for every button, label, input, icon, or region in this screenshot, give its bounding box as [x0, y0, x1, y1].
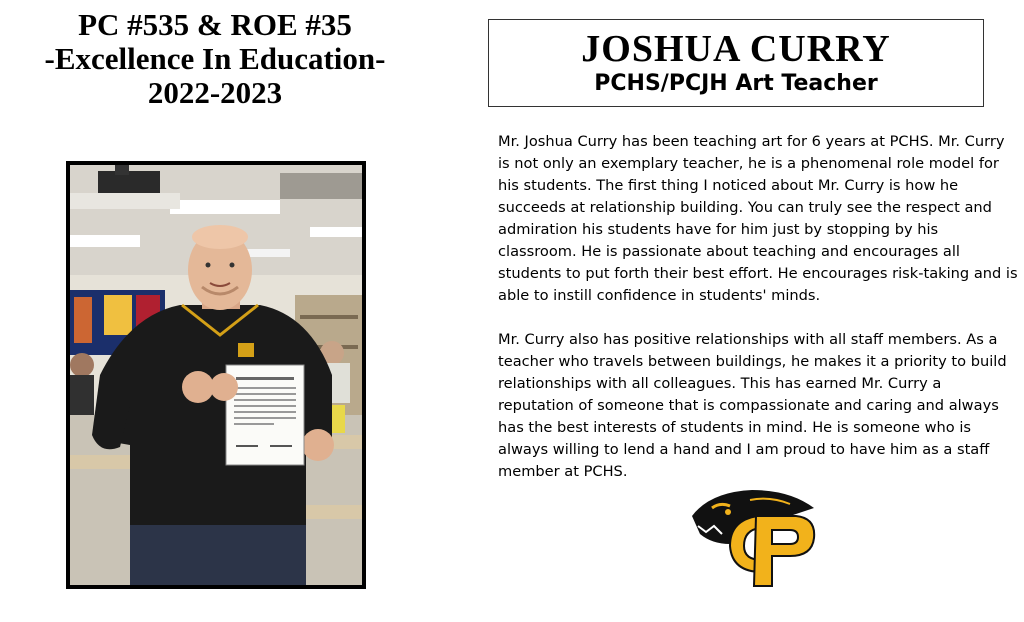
honoree-bio: [498, 131, 1018, 505]
page-title: [0, 8, 430, 110]
honoree-name: JOSHUA CURRY: [581, 28, 891, 70]
panther-cp-logo-icon: [690, 486, 820, 588]
bio-paragraph: Mr. Joshua Curry has been teaching art for 6 years at PCHS. Mr. Curry is not only an exemplary teacher, he is a phenomenal role model for his students. The first thing I noticed about Mr. Curry is how he succeeds at relationship building. You can truly see the respect and admiration his students have for him just by stopping by his classroom. He is passionate about teaching and encourages all students to put forth their best effort. He encourages risk-taking and is able to instill confidence in students' minds.: [498, 133, 1018, 304]
teacher-photo-illustration: [70, 165, 362, 585]
bio-paragraph: Mr. Curry also has positive relationships with all staff members. As a teacher who travels between buildings, he makes it a priority to build relationships with all colleagues. This has earned Mr. Curry a reputation of someone that is compassionate and caring and always has the best interests of students in mind. He is someone who is always willing to lend a hand and I am proud to have him as a staff member at PCHS.: [498, 331, 1007, 480]
title-line-district: PC #535 & ROE #35: [78, 7, 352, 42]
honoree-nameplate: [488, 19, 984, 107]
honoree-role: PCHS/PCJH Art Teacher: [594, 71, 878, 96]
title-line-year: 2022-2023: [147, 75, 283, 110]
title-line-award: -Excellence In Education-: [44, 41, 386, 76]
teacher-photo: [66, 161, 366, 589]
